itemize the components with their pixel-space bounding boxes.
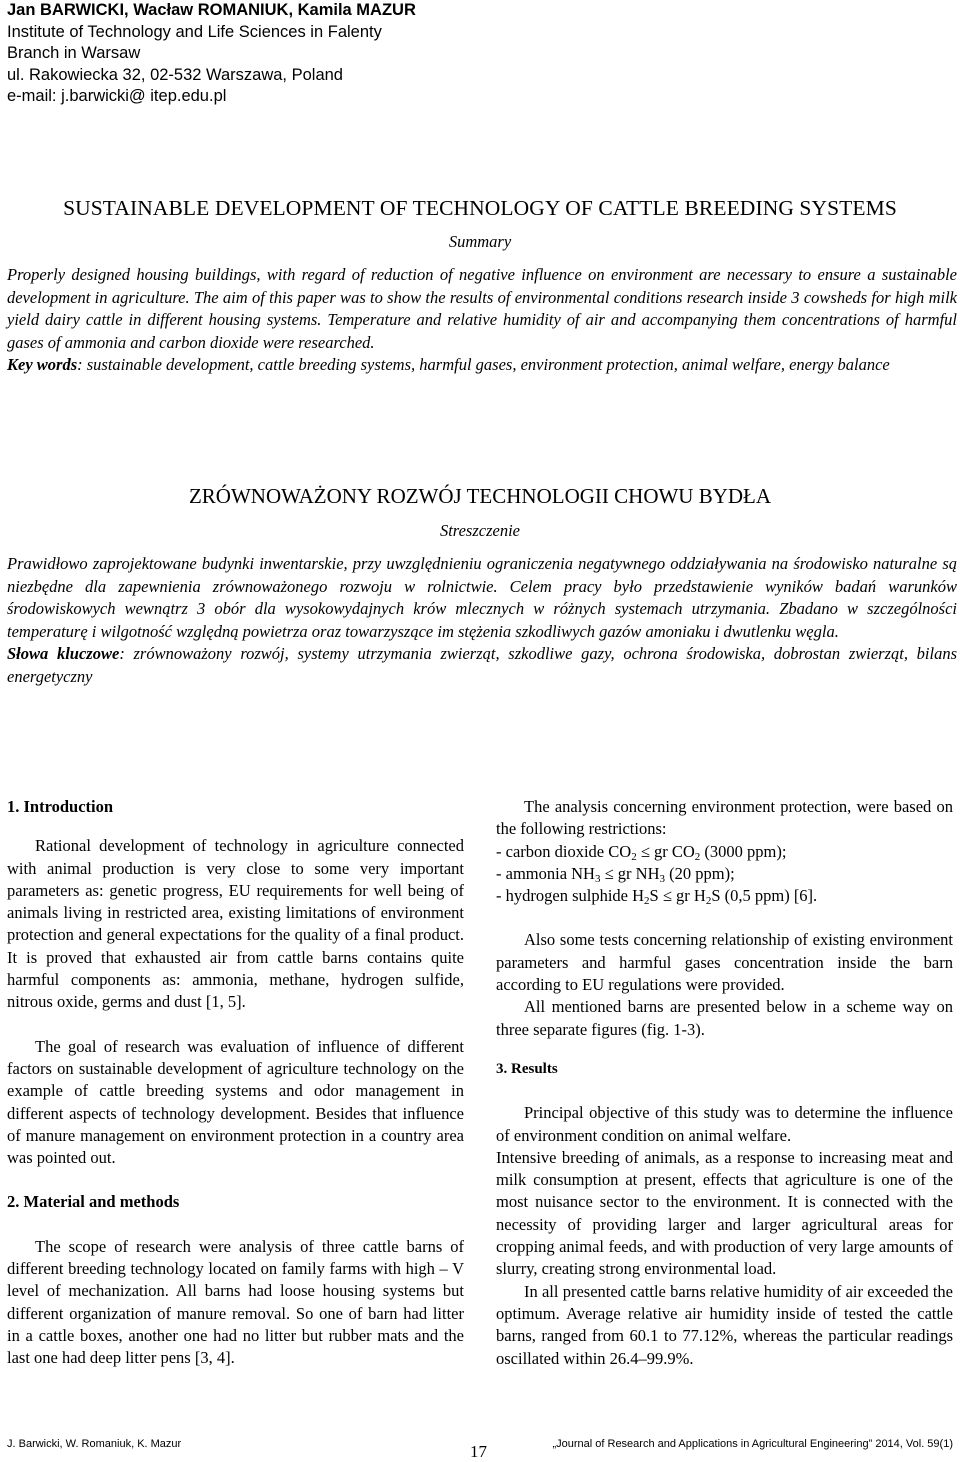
streszczenie-heading: Streszczenie xyxy=(439,521,521,540)
keywords-line-polish xyxy=(7,643,957,688)
abstract-english xyxy=(7,264,957,377)
address: ul. Rakowiecka 32, 02-532 Warszawa, Poland xyxy=(7,65,343,84)
keywords-label-polish: Słowa kluczowe xyxy=(7,644,120,663)
author-block xyxy=(7,0,607,108)
paragraph: In all presented cattle barns relative humidity of air exceeded the optimum. Average relative air humidity inside of tested the cattle barns, ranged from 60.1 to 77.12%, whereas the particular readings oscillated within 26.4–99.9%. xyxy=(496,1281,953,1368)
keywords-text-polish: : zrównoważony rozwój, systemy utrzymania zwierząt, szkodliwe gazy, ochrona środowiska, dobrostan zwierząt, bilans energetyczny xyxy=(7,644,957,686)
affiliation: Institute of Technology and Life Sciences in Falenty xyxy=(7,22,382,41)
page-number: 17 xyxy=(470,1442,487,1461)
paragraph: Also some tests concerning relationship of existing environment parameters and harmful gases concentration inside the barn according to EU regulations were provided. xyxy=(496,930,953,995)
paragraph: The scope of research were analysis of three cattle barns of different breeding technology located on family farms with high – V level of mechanization. All barns had loose housing systems but different organization of manure removal. So one of barn had litter in a cattle boxes, another one had no litter but rubber mats and the last one had deep litter pens [3, 4]. xyxy=(7,1236,464,1368)
left-column xyxy=(7,796,464,1370)
keywords-text: : sustainable development, cattle breeding systems, harmful gases, environment protection, animal welfare, energy balance xyxy=(77,355,890,374)
paper-title-polish: ZRÓWNOWAŻONY ROZWÓJ TECHNOLOGII CHOWU BYDŁA xyxy=(188,484,772,508)
keywords-label: Key words xyxy=(7,355,78,374)
list-item: - ammonia $NH_3$ ≤ gr $NH_3$ (20 ppm); xyxy=(496,863,735,885)
paragraph: Intensive breeding of animals, as a response to increasing meat and milk consumption at present, effects that agriculture is one of the most nuisance sector to the environment. It is connected with the necessity of providing larger and larger agricultural areas for cropping animal feeds, and with production of very large amounts of slurry, creating strong environmental load. xyxy=(496,1147,953,1279)
list-item: - hydrogen sulphide $H_2S$ ≤ gr $H_2S$ (0,5 ppm) [6]. xyxy=(496,886,818,908)
paragraph: Rational development of technology in agriculture connected with animal production is very close to some very important parameters as: genetic progress, EU requirements for well being of animals living in restricted area, existing limitations of environment protection and general expectations for the quality of a final product. It is proved that exhausted air from cattle barns contains quite harmful components as: ammonia, methane, hydrogen sulfide, nitrous oxide, germs and dust [1, 5]. xyxy=(7,836,464,1012)
restriction-list xyxy=(496,841,953,908)
footer-authors: J. Barwicki, W. Romaniuk, K. Mazur xyxy=(7,1438,182,1450)
affiliation-branch: Branch in Warsaw xyxy=(7,44,141,62)
paper-title-english: SUSTAINABLE DEVELOPMENT OF TECHNOLOGY OF CATTLE BREEDING SYSTEMS xyxy=(63,196,897,220)
list-item: - carbon dioxide $CO_2$ ≤ gr $CO_2$ (3000 ppm); xyxy=(496,841,787,863)
paragraph: The goal of research was evaluation of influence of different factors on sustainable development of agriculture technology on the example of cattle breeding systems and odor management in different aspects of technology development. Besides that influence of manure management on environment protection in a country area was pointed out. xyxy=(7,1036,464,1168)
keywords-line xyxy=(7,354,957,377)
paragraph: All mentioned barns are presented below in a scheme way on three separate figures (fig. 1-3). xyxy=(496,997,953,1039)
summary-heading: Summary xyxy=(448,232,512,251)
abstract-text: Properly designed housing buildings, with regard of reduction of negative influence on environment are necessary to ensure a sustainable development in agriculture. The aim of this paper was to show the results of environmental conditions research inside 3 cowsheds for high milk yield dairy cattle in different housing systems. Temperature and relative humidity of air and accompanying them concentrations of harmful gases of ammonia and carbon dioxide were researched. xyxy=(7,265,957,352)
footer-journal: „Journal of Research and Applications in Agricultural Engineering” 2014, Vol. 59(1) xyxy=(552,1438,953,1450)
abstract-text-polish: Prawidłowo zaprojektowane budynki inwentarskie, przy uwzględnieniu ograniczenia negatywnego oddziaływania na środowisko naturalne są niezbędne dla zapewnienia zrównoważonego rozwoju w rolnictwie. Celem pracy było przedstawienie wyników badań warunków środowiskowych wewnątrz 3 obór dla wysokowydajnych krów mlecznych w różnych systemach utrzymania. Zbadano w szczególności temperaturę i wilgotność względną powietrza oraz towarzyszące im stężenia szkodliwych gazów amoniaku i dwutlenku węgla. xyxy=(7,554,957,641)
abstract-polish xyxy=(7,553,957,688)
section-heading-methods: 2. Material and methods xyxy=(7,1192,180,1212)
paragraph: Principal objective of this study was to determine the influence of environment condition on animal welfare. xyxy=(496,1103,953,1145)
email: e-mail: j.barwicki@ itep.edu.pl xyxy=(7,87,227,105)
section-heading-results: 3. Results xyxy=(496,1060,558,1077)
section-heading-introduction: 1. Introduction xyxy=(7,797,114,816)
right-column xyxy=(496,796,953,1370)
authors: Jan BARWICKI, Wacław ROMANIUK, Kamila MAZUR xyxy=(7,1,416,19)
paragraph: The analysis concerning environment protection, were based on the following restrictions: xyxy=(496,797,953,839)
